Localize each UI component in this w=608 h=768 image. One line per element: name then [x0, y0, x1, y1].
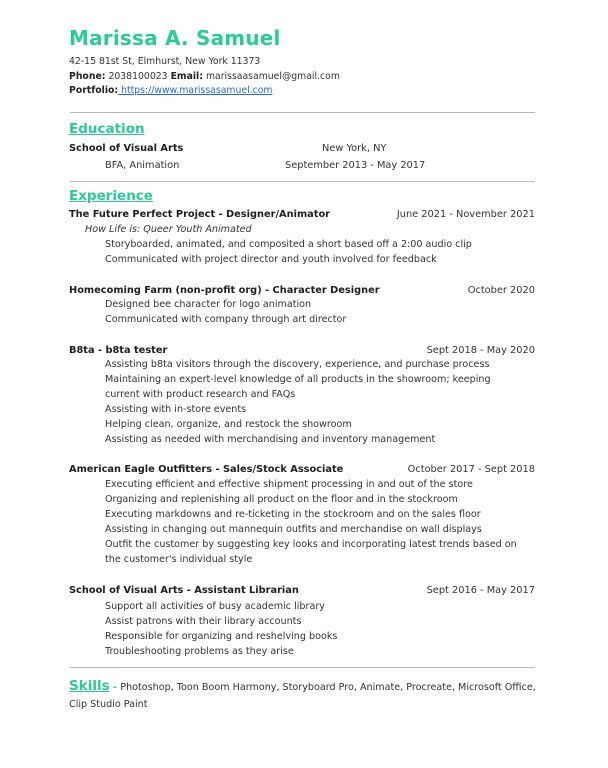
job-bullet: Executing efficient and effective shipment processing in and out of the store [105, 479, 473, 490]
skills-heading: Skills [69, 678, 110, 694]
education-school: School of Visual Arts [69, 143, 184, 154]
job-title: American Eagle Outfitters - Sales/Stock Associate [69, 464, 344, 475]
phone-value: 2038100023 [108, 71, 168, 82]
experience-heading: Experience [69, 188, 153, 204]
skills-list: Photoshop, Toon Boom Harmony, Storyboard Pro, Animate, Procreate, Microsoft Office, Clip Studio Paint [69, 682, 536, 710]
job-dates: Sept 2016 - May 2017 [426, 585, 535, 596]
job-bullet: Assisting as needed with merchandising and inventory management [105, 434, 436, 445]
job-subtitle: How Life is: Queer Youth Animated [85, 224, 252, 235]
education-degree: BFA, Animation [105, 160, 180, 171]
job-bullet: Communicated with company through art director [105, 314, 347, 325]
job-title: The Future Perfect Project - Designer/Animator [69, 209, 331, 220]
email-label: Email: [170, 71, 203, 82]
skills-section [69, 678, 539, 713]
job-bullet: Helping clean, organize, and restock the showroom [105, 419, 352, 430]
job-dates: October 2020 [467, 285, 535, 296]
job-bullet: Communicated with project director and youth involved for feedback [105, 254, 437, 265]
candidate-name: Marissa A. Samuel [69, 26, 281, 50]
job-bullet: Responsible for organizing and reshelving books [105, 631, 338, 642]
portfolio-label: Portfolio: [69, 85, 119, 96]
phone-email-line [69, 71, 340, 82]
education-location: New York, NY [322, 143, 387, 154]
job-bullet: current with product research and FAQs [105, 389, 296, 400]
portfolio-link[interactable]: https://www.marissasamuel.com [118, 85, 273, 96]
job-bullet: the customer's individual style [105, 554, 253, 565]
job-bullet: Executing markdowns and re-ticketing in the stockroom and on the sales floor [105, 509, 481, 520]
job-bullet: Outfit the customer by suggesting key looks and incorporating latest trends based on [105, 539, 517, 550]
job-dates: Sept 2018 - May 2020 [426, 345, 535, 356]
job-bullet: Support all activities of busy academic library [105, 601, 325, 612]
divider [70, 112, 535, 113]
job-title: Homecoming Farm (non-profit org) - Character Designer [69, 285, 380, 296]
skills-separator: - [109, 682, 121, 693]
divider [70, 181, 535, 182]
portfolio-line [69, 85, 272, 96]
education-dates: September 2013 - May 2017 [285, 160, 426, 171]
job-bullet: Designed bee character for logo animation [105, 299, 312, 310]
job-bullet: Assist patrons with their library accounts [105, 616, 302, 627]
job-bullet: Organizing and replenishing all product on the floor and in the stockroom [105, 494, 458, 505]
job-bullet: Assisting with in-store events [105, 404, 247, 415]
job-title: School of Visual Arts - Assistant Librarian [69, 585, 299, 596]
address: 42-15 81st St, Elmhurst, New York 11373 [69, 56, 261, 67]
job-dates: June 2021 - November 2021 [396, 209, 535, 220]
job-bullet: Assisting b8ta visitors through the discovery, experience, and purchase process [105, 359, 490, 370]
job-title: B8ta - b8ta tester [69, 345, 168, 356]
email-value: marissaasamuel@gmail.com [205, 71, 340, 82]
job-bullet: Maintaining an expert-level knowledge of all products in the showroom; keeping [105, 374, 491, 385]
divider [70, 667, 535, 668]
phone-label: Phone: [69, 71, 106, 82]
job-bullet: Storyboarded, animated, and composited a short based off a 2:00 audio clip [105, 239, 472, 250]
job-bullet: Troubleshooting problems as they arise [105, 646, 294, 657]
education-heading: Education [69, 121, 145, 137]
job-dates: October 2017 - Sept 2018 [407, 464, 535, 475]
job-bullet: Assisting in changing out mannequin outfits and merchandise on wall displays [105, 524, 482, 535]
